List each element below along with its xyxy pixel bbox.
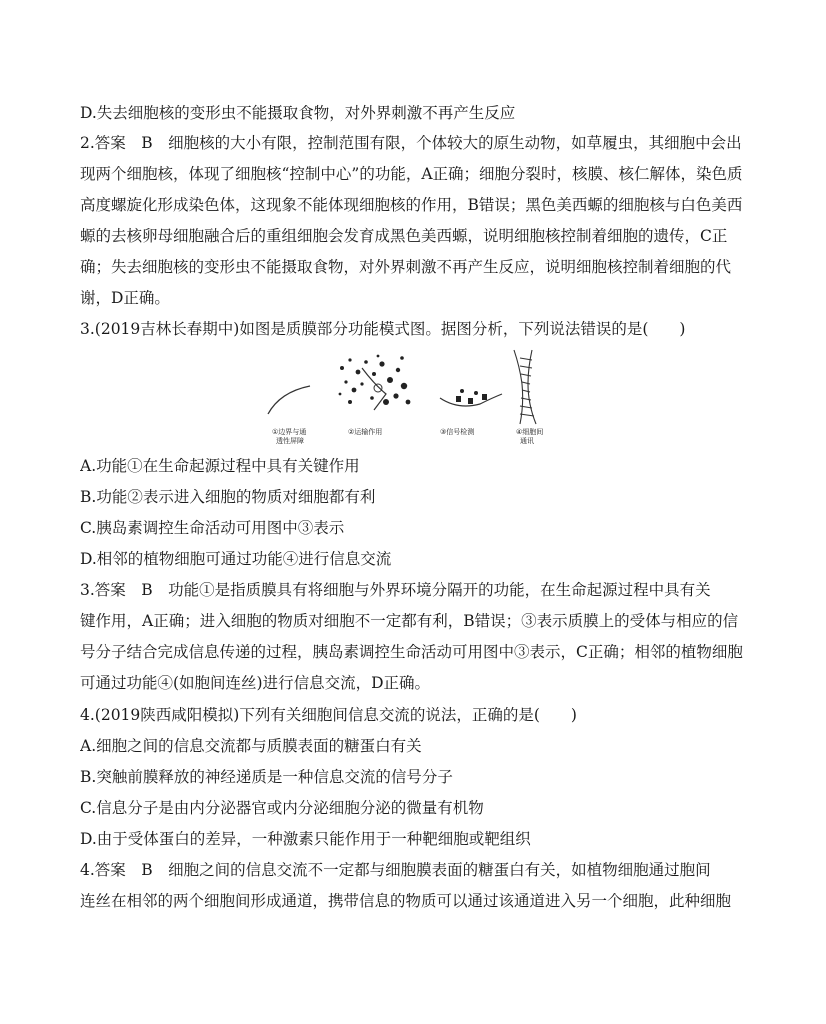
text-line: 连丝在相邻的两个细胞间形成通道，携带信息的物质可以通过该通道进入另一个细胞，此种细胞 xyxy=(80,892,732,910)
text-line: 确；失去细胞核的变形虫不能摄取食物，对外界刺激不再产生反应，说明细胞核控制着细胞的代 xyxy=(80,258,732,276)
text-line: 可通过功能④(如胞间连丝)进行信息交流，D正确。 xyxy=(80,674,431,692)
answer-line: 4.答案 B 细胞之间的信息交流不一定都与细胞膜表面的糖蛋白有关，如植物细胞通过胞间 xyxy=(80,861,711,879)
figure-caption-3: ③信号检测 xyxy=(440,428,475,436)
answer-line: 3.答案 B 功能①是指质膜具有将细胞与外界环境分隔开的功能，在生命起源过程中具有关 xyxy=(80,581,711,599)
text-line: 高度螺旋化形成染色体，这现象不能体现细胞核的作用，B错误；黑色美西螈的细胞核与白色美西 xyxy=(80,196,743,214)
membrane-arc-illustration xyxy=(268,386,310,414)
membrane-function-figure xyxy=(262,344,572,444)
answer-line: 2.答案 B 细胞核的大小有限，控制范围有限，个体较大的原生动物，如草履虫，其细胞中会出 xyxy=(80,134,742,152)
option-line: D.由于受体蛋白的差异，一种激素只能作用于一种靶细胞或靶组织 xyxy=(80,830,531,848)
text-line: 号分子结合完成信息传递的过程，胰岛素调控生命活动可用图中③表示，C正确；相邻的植物细胞 xyxy=(80,643,743,661)
option-line: B.突触前膜释放的神经递质是一种信息交流的信号分子 xyxy=(80,768,453,786)
text-line: D.失去细胞核的变形虫不能摄取食物，对外界刺激不再产生反应 xyxy=(80,104,516,122)
figure-caption-4b: 通讯 xyxy=(520,437,534,444)
text-line: 现两个细胞核，体现了细胞核“控制中心”的功能，A正确；细胞分裂时，核膜、核仁解体，染色质 xyxy=(80,165,743,183)
option-line: A.功能①在生命起源过程中具有关键作用 xyxy=(80,457,360,475)
option-line: B.功能②表示进入细胞的物质对细胞都有利 xyxy=(80,488,376,506)
figure-caption-4: ④细胞间 xyxy=(516,428,544,436)
transport-illustration xyxy=(339,355,411,405)
cell-junction-illustration xyxy=(514,350,536,424)
text-line: 螈的去核卵母细胞融合后的重组细胞会发育成黑色美西螈，说明细胞核控制着细胞的遗传，C正 xyxy=(80,227,728,245)
option-line: C.信息分子是由内分泌器官或内分泌细胞分泌的微量有机物 xyxy=(80,799,484,817)
receptor-molecules xyxy=(456,389,487,404)
option-line: A.细胞之间的信息交流都与质膜表面的糖蛋白有关 xyxy=(80,737,422,755)
figure-caption-1b: 透性屏障 xyxy=(276,437,304,444)
text-line: 键作用，A正确；进入细胞的物质对细胞不一定都有利，B错误；③表示质膜上的受体与相应的信 xyxy=(80,612,739,630)
question-line: 4.(2019陕西咸阳模拟)下列有关细胞间信息交流的说法，正确的是( ) xyxy=(80,706,577,724)
text-line: 谢，D正确。 xyxy=(80,289,170,307)
figure-caption-2: ②运输作用 xyxy=(348,428,383,436)
figure-caption-1: ①边界与通 xyxy=(272,428,307,436)
option-line: D.相邻的植物细胞可通过功能④进行信息交流 xyxy=(80,550,392,568)
option-line: C.胰岛素调控生命活动可用图中③表示 xyxy=(80,519,345,537)
question-line: 3.(2019吉林长春期中)如图是质膜部分功能模式图。据图分析，下列说法错误的是( ) xyxy=(80,320,686,338)
